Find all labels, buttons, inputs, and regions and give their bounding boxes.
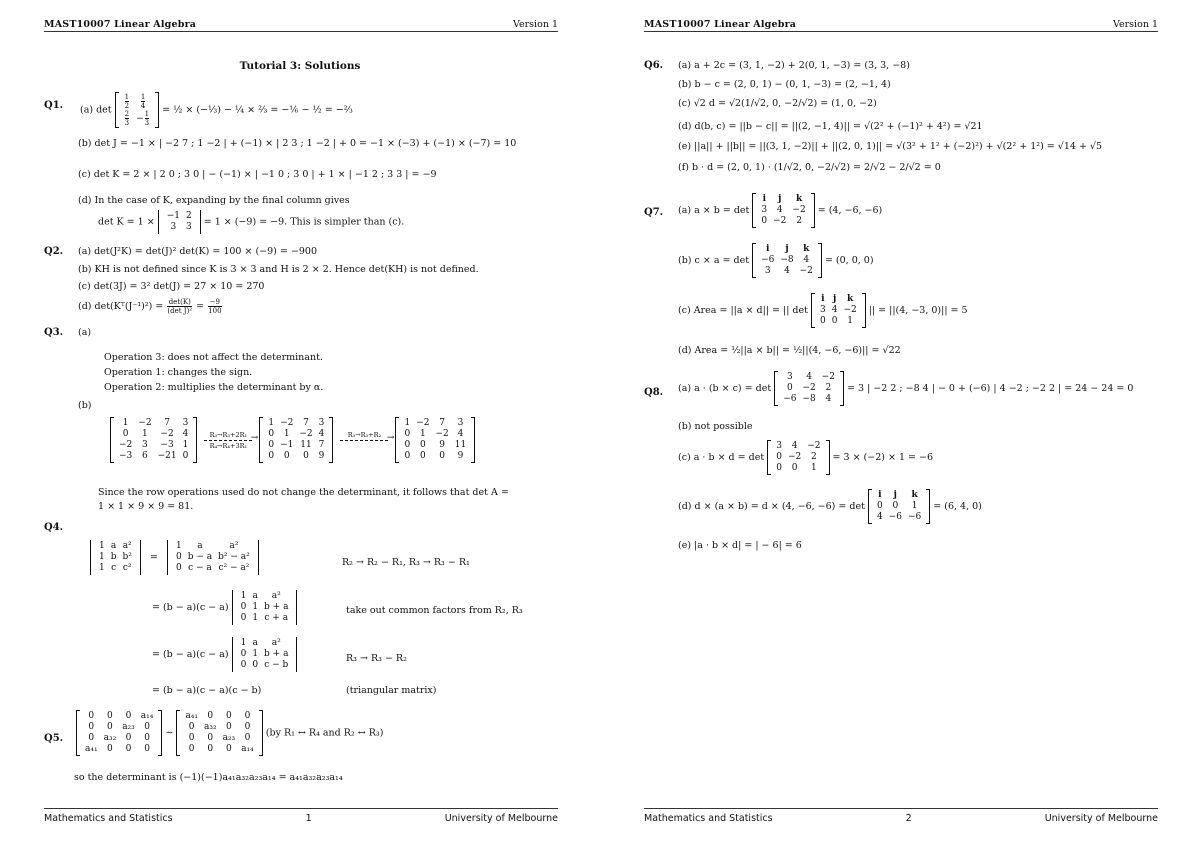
q7-c-matrix: i j k 3 4 −2 0 0 1 <box>811 293 866 328</box>
q7-label: Q7. <box>644 207 664 218</box>
q1-b: (b) det J = −1 × | −2 7 ; 1 −2 | + (−1) × | 2 3 ; 1 −2 | + 0 = −1 × (−3) + (−1) × (−7) = 10 <box>78 138 517 149</box>
q7-c <box>678 293 968 328</box>
q8-d-matrix: i j k 0 0 1 4 −6 −6 <box>868 489 930 524</box>
q4-label: Q4. <box>44 522 64 533</box>
q4-reduced-3: 1 a a² 0 1 b + a 0 0 c − b <box>232 637 298 672</box>
q7-a-lhs: (a) a × b = det <box>678 205 750 216</box>
q8-e: (e) |a · b × d| = | − 6| = 6 <box>678 540 802 551</box>
version-label: Version 1 <box>513 19 558 30</box>
q3-matrix-b: 1 −2 7 3 0 1 −2 4 0 −1 11 7 0 0 0 9 <box>259 417 333 463</box>
q3-arrow-1: R₃→R₃+2R₁ → R₄→R₄+3R₁ <box>204 431 252 450</box>
q1-label: Q1. <box>44 100 64 111</box>
q3-label: Q3. <box>44 327 64 338</box>
q4-step-3-note: R₃ → R₃ − R₂ <box>346 653 407 664</box>
q4-step-1-note: R₂ → R₂ − R₁, R₃ → R₃ − R₁ <box>342 557 470 568</box>
q7-b-lhs: (b) c × a = det <box>678 255 750 266</box>
q3-conclusion-2: 1 × 1 × 9 × 9 = 81. <box>98 501 194 512</box>
q7-a-result: = (4, −6, −6) <box>817 205 883 216</box>
q3-b: (b) <box>78 400 92 411</box>
q6-f: (f) b · d = (2, 0, 1) · (1/√2, 0, −2/√2) = 2/√2 − 2/√2 = 0 <box>678 162 941 173</box>
footer-university: University of Melbourne <box>1044 813 1158 824</box>
q7-b-result: = (0, 0, 0) <box>824 255 874 266</box>
q8-label: Q8. <box>644 387 664 398</box>
q8-d-result: = (6, 4, 0) <box>933 501 982 512</box>
page-number: 1 <box>305 813 312 824</box>
q8-d <box>678 489 982 524</box>
q4-step-4: = (b − a)(c − a)(c − b) <box>152 685 262 696</box>
q2-d: (d) det(Kᵀ(J⁻¹)²) = $\frac{\det(K)}{\text{(det J)²}}$ = $\frac{-9}{100}$ <box>78 298 222 315</box>
q1-a: (a) det $\frac{1}{2}$ $\frac{1}{4}$ $\frac{2}{3}$ − $\frac{1}{3}$ = ½ × (−⅓) − ¼ × ⅔ = −⅙ − ½ = −⅔ <box>80 93 353 127</box>
q3-matrix-a: 1 −2 7 3 0 1 −2 4 −2 3 −3 1 −3 6 −21 0 <box>110 417 197 463</box>
q4-step-2 <box>152 590 297 625</box>
q2-a: (a) det(J²K) = det(J)² det(K) = 100 × (−9) = −900 <box>78 246 317 257</box>
q3-op-3: Operation 3: does not affect the determinant. <box>104 352 323 363</box>
page-number: 2 <box>905 813 912 824</box>
q4-reduced-1: 1 a a² 0 b − a b² − a² 0 c − a c² − a² <box>167 540 259 575</box>
q6-d: (d) d(b, c) = ||b − c|| = ||(2, −1, 4)|| = √(2² + (−1)² + 4²) = √21 <box>678 121 983 132</box>
q7-c-lhs: (c) Area = ||a × d|| = || det <box>678 305 808 316</box>
q5-equivalence: 0 0 0 a₁₄ 0 0 a₂₃ 0 0 a₃₂ 0 0 a₄₁ 0 0 0 ∼ a₄₁ 0 0 0 0 a₃₂ 0 0 0 0 a₂₃ 0 0 0 0 a₁₄ (by R₁ ↔ R₄ and R₂ ↔ R₃) <box>76 710 383 756</box>
q6-label: Q6. <box>644 60 664 71</box>
q3-arrow-2: R₃→R₃+R₂ → <box>340 431 388 450</box>
q8-c-matrix: 3 4 −2 0 −2 2 0 0 1 <box>767 440 829 475</box>
q8-c-result: = 3 × (−2) × 1 = −6 <box>832 452 934 463</box>
q2-d-lhs: (d) det(Kᵀ(J⁻¹)²) = <box>78 301 164 312</box>
q8-a-matrix: 3 4 −2 0 −2 2 −6 −8 4 <box>774 371 844 406</box>
q8-c-lhs: (c) a · b × d = det <box>678 452 765 463</box>
course-title: MAST10007 Linear Algebra <box>644 19 797 30</box>
q8-a-result: = 3 | −2 2 ; −8 4 | − 0 + (−6) | 4 −2 ; −2 2 | = 24 − 24 = 0 <box>847 383 1134 394</box>
q2-label: Q2. <box>44 246 64 257</box>
q8-c <box>678 440 933 475</box>
q1-a-result: = ½ × (−⅓) − ¼ × ⅔ = −⅙ − ½ = −⅔ <box>162 104 353 116</box>
q8-d-lhs: (d) d × (a × b) = d × (4, −6, −6) = det <box>678 501 865 512</box>
q2-d-frac2: $\frac{-9}{100}$ <box>208 298 222 315</box>
q5-conclusion: so the determinant is (−1)(−1)a₄₁a₃₂a₂₃a₁₄ = a₄₁a₃₂a₂₃a₁₄ <box>74 772 343 783</box>
q1-d-calc: det K = 1 × −1 2 3 3 = 1 × (−9) = −9. This is simpler than (c). <box>98 211 405 232</box>
q1-d-minor: −1 2 3 3 <box>158 210 201 234</box>
q7-b-matrix: i j k −6 −8 4 3 4 −2 <box>752 243 822 278</box>
page-title: Tutorial 3: Solutions <box>239 60 361 72</box>
page-footer <box>644 808 1158 824</box>
page-header <box>644 20 1158 32</box>
q8-a <box>678 371 1133 406</box>
q1-d-result: = 1 × (−9) = −9. This is simpler than (c). <box>203 216 405 228</box>
q3-op-1: Operation 1: changes the sign. <box>104 367 253 378</box>
q8-b: (b) not possible <box>678 421 753 432</box>
page-header <box>44 20 558 32</box>
q4-step-2-note: take out common factors from R₂, R₃ <box>346 605 523 616</box>
q4-reduced-2: 1 a a² 0 1 b + a 0 1 c + a <box>232 590 298 625</box>
q5-label: Q5. <box>44 733 64 744</box>
q3-a: (a) <box>78 327 92 338</box>
q7-d: (d) Area = ½||a × b|| = ½||(4, −6, −6)|| = √22 <box>678 345 901 356</box>
q3-conclusion-1: Since the row operations used do not change the determinant, it follows that det A = <box>98 487 509 498</box>
q4-factor-2: = (b − a)(c − a) <box>152 649 229 660</box>
q7-c-result: || = ||(4, −3, 0)|| = 5 <box>868 305 968 316</box>
q2-d-frac1: $\frac{\det(K)}{\text{(det J)²}}$ <box>167 298 193 315</box>
q4-step-4-note: (triangular matrix) <box>346 685 437 696</box>
q1-d-intro: (d) In the case of K, expanding by the final column gives <box>78 195 350 206</box>
q6-b: (b) b − c = (2, 0, 1) − (0, 1, −3) = (2, −1, 4) <box>678 79 891 90</box>
q7-a <box>678 193 882 228</box>
version-label: Version 1 <box>1113 19 1158 30</box>
footer-dept: Mathematics and Statistics <box>644 813 773 824</box>
page-2 <box>600 0 1200 849</box>
footer-university: University of Melbourne <box>444 813 558 824</box>
q6-a: (a) a + 2c = (3, 1, −2) + 2(0, 1, −3) = (3, 3, −8) <box>678 60 910 71</box>
q6-c: (c) √2 d = √2(1/√2, 0, −2/√2) = (1, 0, −2) <box>678 98 877 109</box>
q7-a-matrix: i j k 3 4 −2 0 −2 2 <box>752 193 814 228</box>
q3-op-2: Operation 2: multiplies the determinant by α. <box>104 382 324 393</box>
q4-vandermonde: 1 a a² 1 b b² 1 c c² <box>90 540 141 575</box>
q1-a-matrix: $\frac{1}{2}$ $\frac{1}{4}$ $\frac{2}{3}$ − $\frac{1}{3}$ <box>115 92 159 128</box>
q3-matrix-c: 1 −2 7 3 0 1 −2 4 0 0 9 11 0 0 0 9 <box>395 417 475 463</box>
q8-a-lhs: (a) a · (b × c) = det <box>678 383 772 394</box>
q2-c: (c) det(3J) = 3² det(J) = 27 × 10 = 270 <box>78 281 265 292</box>
course-title: MAST10007 Linear Algebra <box>44 19 197 30</box>
q4-factor-1: = (b − a)(c − a) <box>152 602 229 613</box>
q6-e: (e) ||a|| + ||b|| = ||(3, 1, −2)|| + ||(2, 0, 1)|| = √(3² + 1² + (−2)²) + √(2² + 1²) = √14 + √5 <box>678 141 1103 152</box>
footer-dept: Mathematics and Statistics <box>44 813 173 824</box>
q4-step-3 <box>152 637 297 672</box>
q2-b: (b) KH is not defined since K is 3 × 3 and H is 2 × 2. Hence det(KH) is not defined. <box>78 264 479 275</box>
q5-matrix-right: a₄₁ 0 0 0 0 a₃₂ 0 0 0 0 a₂₃ 0 0 0 0 a₁₄ <box>176 710 262 756</box>
q3-b-reduction <box>110 417 475 463</box>
q5-note: (by R₁ ↔ R₄ and R₂ ↔ R₃) <box>265 727 384 739</box>
q1-c: (c) det K = 2 × | 2 0 ; 3 0 | − (−1) × | −1 0 ; 3 0 | + 1 × | −1 2 ; 3 3 | = −9 <box>78 169 437 180</box>
page-footer <box>44 808 558 824</box>
q4-step-1: 1 a a² 1 b b² 1 c c² = 1 a a² 0 b − a b² − a² 0 c − a c² − a² <box>90 540 259 575</box>
q7-b <box>678 243 874 278</box>
q5-matrix-left: 0 0 0 a₁₄ 0 0 a₂₃ 0 0 a₃₂ 0 0 a₄₁ 0 0 0 <box>76 710 162 756</box>
